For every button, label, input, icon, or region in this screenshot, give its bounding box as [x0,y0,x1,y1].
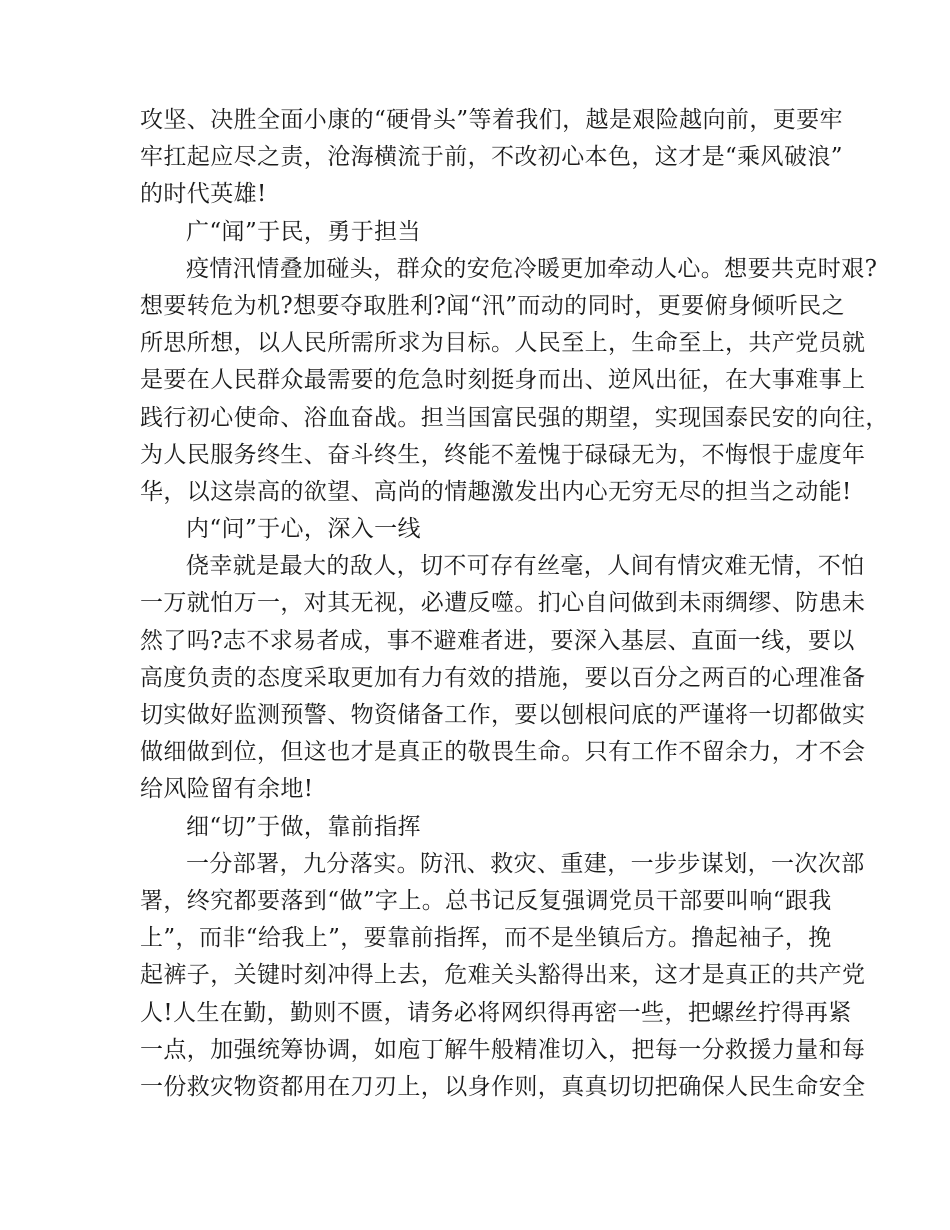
text-line: 想要转危为机?想要夺取胜利?闻“汛”而动的同时，更要俯身倾听民之 [140,292,845,319]
section-heading: 内“问”于心，深入一线 [186,516,421,543]
text-line: 是要在人民群众最需要的危急时刻挺身而出、逆风出征，在大事难事上 [140,367,866,394]
text-line: 一点，加强统筹协调，如庖丁解牛般精准切入，把每一分救援力量和每 [140,1036,866,1063]
text-line: 做细做到位，但这也才是真正的敬畏生命。只有工作不留余力，才不会 [140,739,866,766]
text-line: 所思所想，以人民所需所求为目标。人民至上，生命至上，共产党员就 [140,330,866,357]
text-line: 的时代英雄! [140,181,267,208]
section-heading: 广“闻”于民，勇于担当 [186,218,421,245]
text-line: 为人民服务终生、奋斗终生，终能不羞愧于碌碌无为，不悔恨于虚度年 [140,441,866,468]
paragraph-first-line: 疫情汛情叠加碰头，群众的安危冷暖更加牵动人心。想要共克时艰? [186,255,878,282]
section-heading: 细“切”于做，靠前指挥 [186,813,421,840]
text-line: 然了吗?志不求易者成，事不避难者进，要深入基层、直面一线，要以 [140,627,855,654]
text-line: 一份救灾物资都用在刀刃上，以身作则，真真切切把确保人民生命安全 [140,1073,866,1100]
text-line: 上”，而非“给我上”，要靠前指挥，而不是坐镇后方。撸起袖子，挽 [140,925,832,952]
text-line: 践行初心使命、浴血奋战。担当国富民强的期望，实现国泰民安的向往， [140,404,889,431]
text-line: 起裤子，关键时刻冲得上去，危难关头豁得出来，这才是真正的共产党 [140,962,866,989]
text-line: 牢扛起应尽之责，沧海横流于前，不改初心本色，这才是“乘风破浪” [140,144,843,171]
text-line: 给风险留有余地! [140,776,314,803]
text-line: 人!人生在勤，勤则不匮，请务必将网织得再密一些，把螺丝拧得再紧 [140,999,852,1026]
text-line: 署，终究都要落到“做”字上。总书记反复强调党员干部要叫响“跟我 [140,887,832,914]
text-line: 一万就怕万一，对其无视，必遭反噬。扪心自问做到未雨绸缪、防患未 [140,590,866,617]
paragraph-first-line: 侥幸就是最大的敌人，切不可存有丝毫，人间有情灾难无情，不怕 [186,553,865,580]
text-line: 攻坚、决胜全面小康的“硬骨头”等着我们，越是艰险越向前，更要牢 [140,107,843,133]
text-line: 华，以这崇高的欲望、高尚的情趣激发出内心无穷无尽的担当之动能! [140,478,852,505]
paragraph-first-line: 一分部署，九分落实。防汛、救灾、重建，一步步谋划，一次次部 [186,850,865,877]
text-line: 切实做好监测预警、物资储备工作，要以刨根问底的严谨将一切都做实 [140,702,866,728]
text-line: 高度负责的态度采取更加有力有效的措施，要以百分之两百的心理准备 [140,664,866,691]
document-body [140,102,889,1106]
